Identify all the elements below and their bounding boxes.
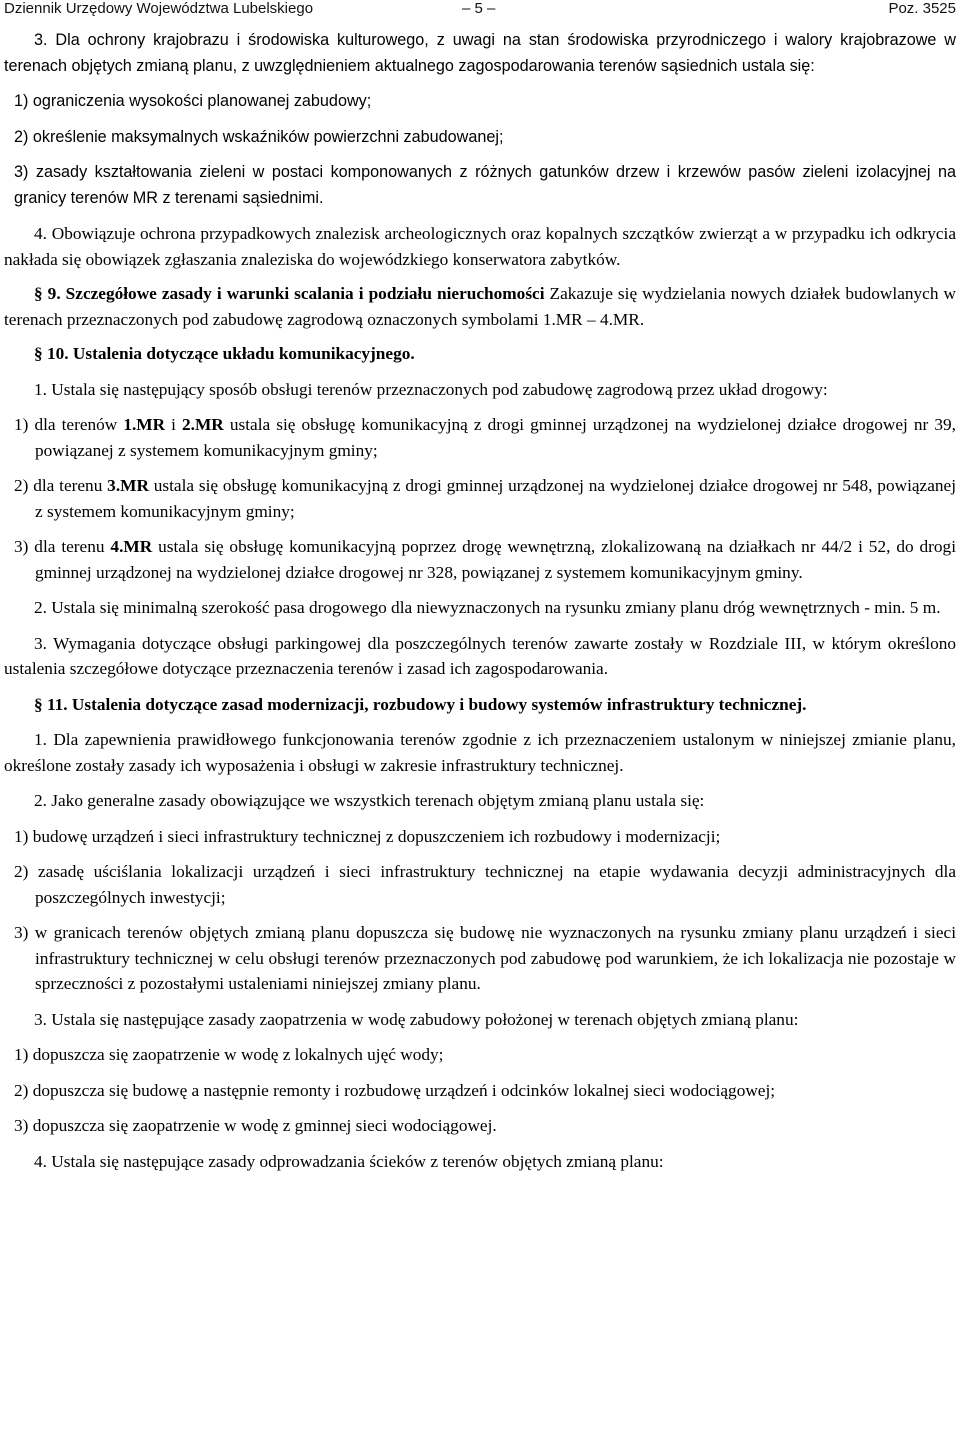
- paragraph-11-point-4: 4. Ustala się następujące zasady odprowadzania ścieków z terenów objętych zmianą planu:: [34, 1151, 664, 1171]
- paragraph-11-point-3-item-1: 1) dopuszcza się zaopatrzenie w wodę z lokalnych ujęć wody;: [14, 1045, 444, 1064]
- paragraph-11-point-2-item-1: 1) budowę urządzeń i sieci infrastruktury technicznej z dopuszczeniem ich rozbudowy i modernizacji;: [14, 826, 721, 846]
- journal-title: Dziennik Urzędowy Województwa Lubelskiego: [4, 0, 314, 17]
- item-1-symbol-b: 2.MR: [182, 415, 224, 434]
- paragraph-10-point-3: 3. Wymagania dotyczące obsługi parkingowej dla poszczególnych terenów zawarte zostały w Rozdziale III, w którym określono ustalenia szczegółowe dotyczące przeznaczenia terenów i zasad ich zagospodarowania.: [4, 633, 956, 678]
- page-header: [4, 0, 956, 28]
- item-2-prefix: 2) dla terenu: [14, 476, 108, 495]
- paragraph-9-text: Zakazuje się wydzielania nowych działek budowlanych w terenach przeznaczonych pod zabudowę zagrodową oznaczonych symbolami 1.MR – 4.MR.: [4, 284, 956, 329]
- paragraph-10-item-2: [4, 473, 956, 524]
- section-3-intro: 3. Dla ochrony krajobrazu i środowiska kulturowego, z uwagi na stan środowiska przyrodniczego i walory krajobrazowe w terenach objętych zmianą planu, z uwzględnieniem aktualnego zagospodarowania terenów sąsiednich ustala się:: [4, 31, 956, 75]
- position-number: Poz. 3525: [888, 0, 956, 17]
- paragraph-9: [4, 281, 956, 332]
- section-3: [4, 28, 956, 211]
- item-1-prefix: 1) dla terenów: [14, 415, 124, 434]
- paragraph-11-point-2-item-2: 2) zasadę uściślania lokalizacji urządzeń i sieci infrastruktury technicznej na etapie wydawania decyzji administracyjnych dla poszczególnych inwestycji;: [14, 862, 956, 907]
- paragraph-11-heading-text: § 11. Ustalenia dotyczące zasad modernizacji, rozbudowy i budowy systemów infrastruktury technicznej.: [34, 694, 807, 714]
- paragraph-10-item-1: [4, 412, 956, 463]
- paragraph-11-point-3-item-2: 2) dopuszcza się budowę a następnie remonty i rozbudowę urządzeń i odcinków lokalnej sieci wodociągowej;: [14, 1080, 776, 1100]
- section-4: 4. Obowiązuje ochrona przypadkowych znalezisk archeologicznych oraz kopalnych szczątków zwierząt a w przypadku ich odkrycia nakłada się obowiązek zgłaszania znaleziska do wojewódzkiego konserwatora zabytków.: [4, 224, 956, 269]
- item-1-symbol-a: 1.MR: [123, 415, 166, 434]
- paragraph-11-point-1: 1. Dla zapewnienia prawidłowego funkcjonowania terenów zgodnie z ich przeznaczeniem ustalonym w niniejszej zmianie planu, określone zostały zasady ich wyposażenia i obsługi w zakresie infrastruktury technicznej.: [4, 730, 956, 775]
- item-3-prefix: 3) dla terenu: [14, 537, 111, 556]
- page-marker: – 5 –: [462, 0, 496, 17]
- item-2-symbol: 3.MR: [107, 476, 149, 495]
- paragraph-10-point-1: 1. Ustala się następujący sposób obsługi terenów przeznaczonych pod zabudowę zagrodową przez układ drogowy:: [34, 379, 828, 399]
- item-2-text: ustala się obsługę komunikacyjną z drogi gminnej urządzonej na wydzielonej działce drogowej nr 548, powiązanej z systemem komunikacyjnym gminy;: [35, 476, 956, 521]
- paragraph-11-point-3-item-3: 3) dopuszcza się zaopatrzenie w wodę z gminnej sieci wodociągowej.: [14, 1116, 497, 1135]
- section-3-item-2: 2) określenie maksymalnych wskaźników powierzchni zabudowanej;: [14, 127, 504, 146]
- paragraph-10-point-2: 2. Ustala się minimalną szerokość pasa drogowego dla niewyznaczonych na rysunku zmiany planu dróg wewnętrznych - min. 5 m.: [34, 598, 941, 617]
- item-1-conj: i: [165, 415, 183, 434]
- item-3-text: ustala się obsługę komunikacyjną poprzez drogę wewnętrzną, zlokalizowaną na działkach nr 44/2 i 52, do drogi gminnej urządzonej na wydzielonej działce drogowej nr 328, powiązanej z systemem komunikacyjnym gminy.: [35, 537, 956, 582]
- paragraph-11-heading: [4, 692, 956, 718]
- paragraph-9-heading: § 9. Szczegółowe zasady i warunki scalania i podziału nieruchomości: [34, 284, 545, 303]
- paragraph-11-point-2-item-3: 3) w granicach terenów objętych zmianą planu dopuszcza się budowę nie wyznaczonych na rysunku zmiany planu urządzeń i sieci infrastruktury technicznej w celu obsługi terenów przeznaczonych pod zabudowę pod warunkiem, że ich lokalizacja nie pozostaje w sprzeczności z pozostałymi ustaleniami niniejszej zmiany planu.: [14, 923, 956, 993]
- section-3-item-3: 3) zasady kształtowania zieleni w postaci komponowanych z różnych gatunków drzew i krzewów pasów zieleni izolacyjnej na granicy terenów MR z terenami sąsiednimi.: [14, 163, 956, 207]
- paragraph-10-item-3: [4, 534, 956, 585]
- paragraph-11-point-3: 3. Ustala się następujące zasady zaopatrzenia w wodę zabudowy położonej w terenach objętych zmianą planu:: [34, 1009, 799, 1029]
- section-3-item-1: 1) ograniczenia wysokości planowanej zabudowy;: [14, 92, 372, 110]
- paragraph-11-point-2: 2. Jako generalne zasady obowiązujące we wszystkich terenach objętym zmianą planu ustala się:: [34, 791, 705, 810]
- item-1-text: ustala się obsługę komunikacyjną z drogi gminnej urządzonej na wydzielonej działce drogowej nr 39, powiązanej z systemem komunikacyjnym gminy;: [35, 415, 956, 460]
- item-3-symbol: 4.MR: [110, 537, 153, 556]
- paragraph-10-heading-text: § 10. Ustalenia dotyczące układu komunikacyjnego.: [34, 344, 415, 363]
- paragraph-10-heading: [4, 341, 956, 367]
- body-serif: [4, 221, 956, 1174]
